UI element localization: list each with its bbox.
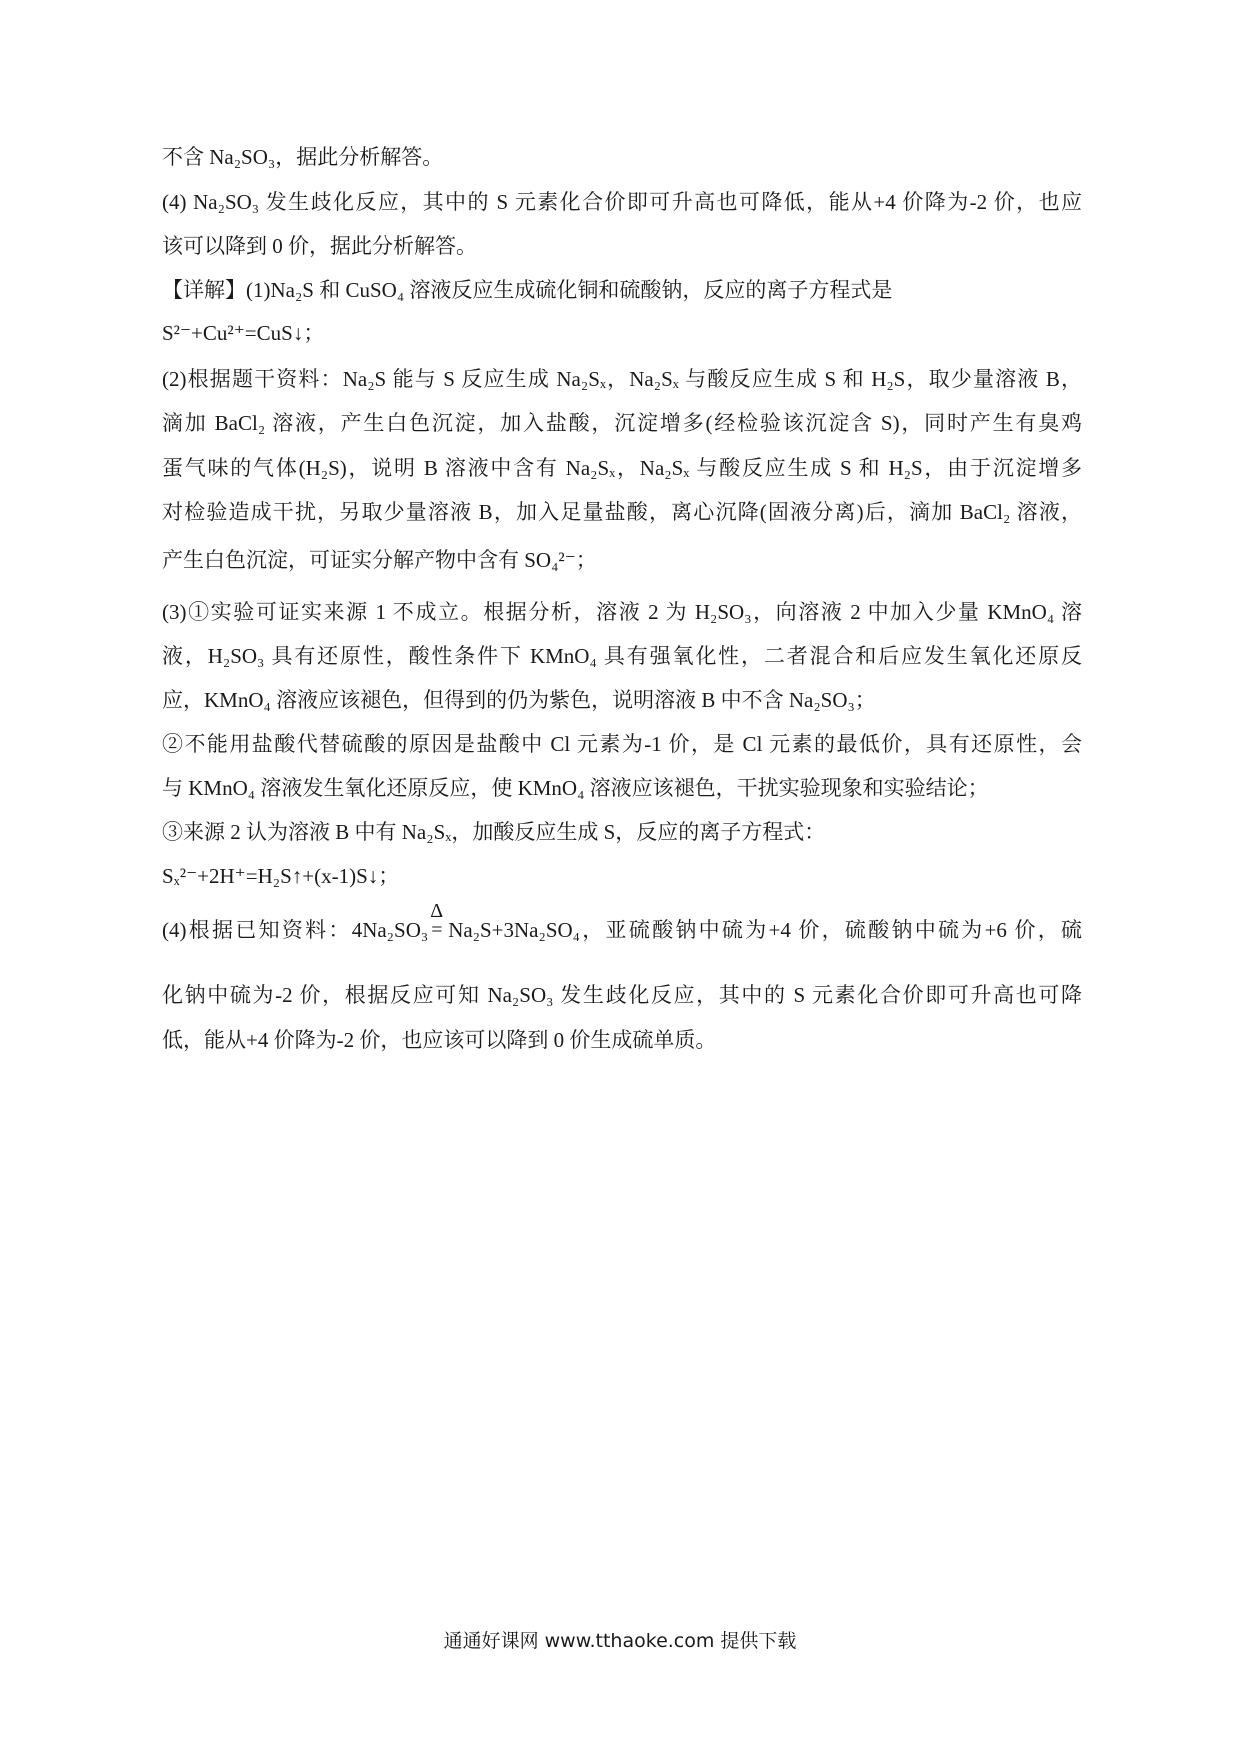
text-line-13: 应，KMnO₄ 溶液应该褪色，但得到的仍为紫色，说明溶液 B 中不含 Na₂SO₃； xyxy=(162,688,876,712)
text-line-1: 不含 Na₂SO₃，据此分析解答。 xyxy=(162,145,444,169)
text-line-14: ②不能用盐酸代替硫酸的原因是盐酸中 Cl 元素为-1 价，是 Cl 元素的最低价，具有还原性，会 xyxy=(162,732,1082,756)
text-line-8: 蛋气味的气体(H₂S)，说明 B 溶液中含有 Na₂Sₓ，Na₂Sₓ 与酸反应生成 S 和 H₂S，由于沉淀增多 xyxy=(162,456,1082,480)
text-line-20: 低，能从+4 价降为-2 价，也应该可以降到 0 价生成硫单质。 xyxy=(162,1028,717,1052)
equation-after: Na₂S+3Na₂SO₄，亚硫酸钠中硫为+4 价，硫酸钠中硫为+6 价，硫 xyxy=(448,918,1082,942)
text-line-3: 该可以降到 0 价，据此分析解答。 xyxy=(162,234,477,258)
text-line-15: 与 KMnO₄ 溶液发生氧化还原反应，使 KMnO₄ 溶液应该褪色，干扰实验现象和实验结论； xyxy=(162,776,989,800)
text-line-12: 液，H₂SO₃ 具有还原性，酸性条件下 KMnO₄ 具有强氧化性，二者混合和后应发生氧化还原反 xyxy=(162,644,1082,668)
text-line-16: ③来源 2 认为溶液 B 中有 Na₂Sₓ，加酸反应生成 S，反应的离子方程式： xyxy=(162,820,826,844)
equation-line xyxy=(162,900,1082,945)
equals-sign: = xyxy=(431,919,443,941)
text-line-9: 对检验造成干扰，另取少量溶液 B，加入足量盐酸，离心沉降(固液分离)后，滴加 BaCl₂ 溶液， xyxy=(162,500,1082,524)
equation-before: (4)根据已知资料：4Na₂SO₃ xyxy=(162,918,429,942)
text-line-6: (2)根据题干资料：Na₂S 能与 S 反应生成 Na₂Sₓ，Na₂Sₓ 与酸反应生成 S 和 H₂S，取少量溶液 B， xyxy=(162,367,1082,391)
text-line-5: S²⁻+Cu²⁺=CuS↓； xyxy=(162,321,325,345)
text-line-10: 产生白色沉淀，可证实分解产物中含有 SO₄²⁻； xyxy=(162,548,597,572)
text-line-4: 【详解】(1)Na₂S 和 CuSO₄ 溶液反应生成硫化铜和硫酸钠，反应的离子方程式是 xyxy=(162,278,893,302)
text-line-2: (4) Na₂SO₃ 发生歧化反应，其中的 S 元素化合价即可升高也可降低，能从+4 价降为-2 价，也应 xyxy=(162,190,1082,214)
text-line-11: (3)①实验可证实来源 1 不成立。根据分析，溶液 2 为 H₂SO₃，向溶液 2 中加入少量 KMnO₄ 溶 xyxy=(162,600,1082,624)
page-footer: 通通好课网 www.tthaoke.com 提供下载 xyxy=(443,1630,797,1652)
delta-symbol: Δ xyxy=(430,900,444,922)
text-line-7: 滴加 BaCl₂ 溶液，产生白色沉淀，加入盐酸，沉淀增多(经检验该沉淀含 S)，同时产生有臭鸡 xyxy=(162,411,1082,435)
text-line-17: Sₓ²⁻+2H⁺=H₂S↑+(x-1)S↓； xyxy=(162,864,400,888)
text-line-19: 化钠中硫为-2 价，根据反应可知 Na₂SO₃ 发生歧化反应，其中的 S 元素化合价即可升高也可降 xyxy=(162,983,1082,1007)
heating-condition xyxy=(430,900,446,945)
